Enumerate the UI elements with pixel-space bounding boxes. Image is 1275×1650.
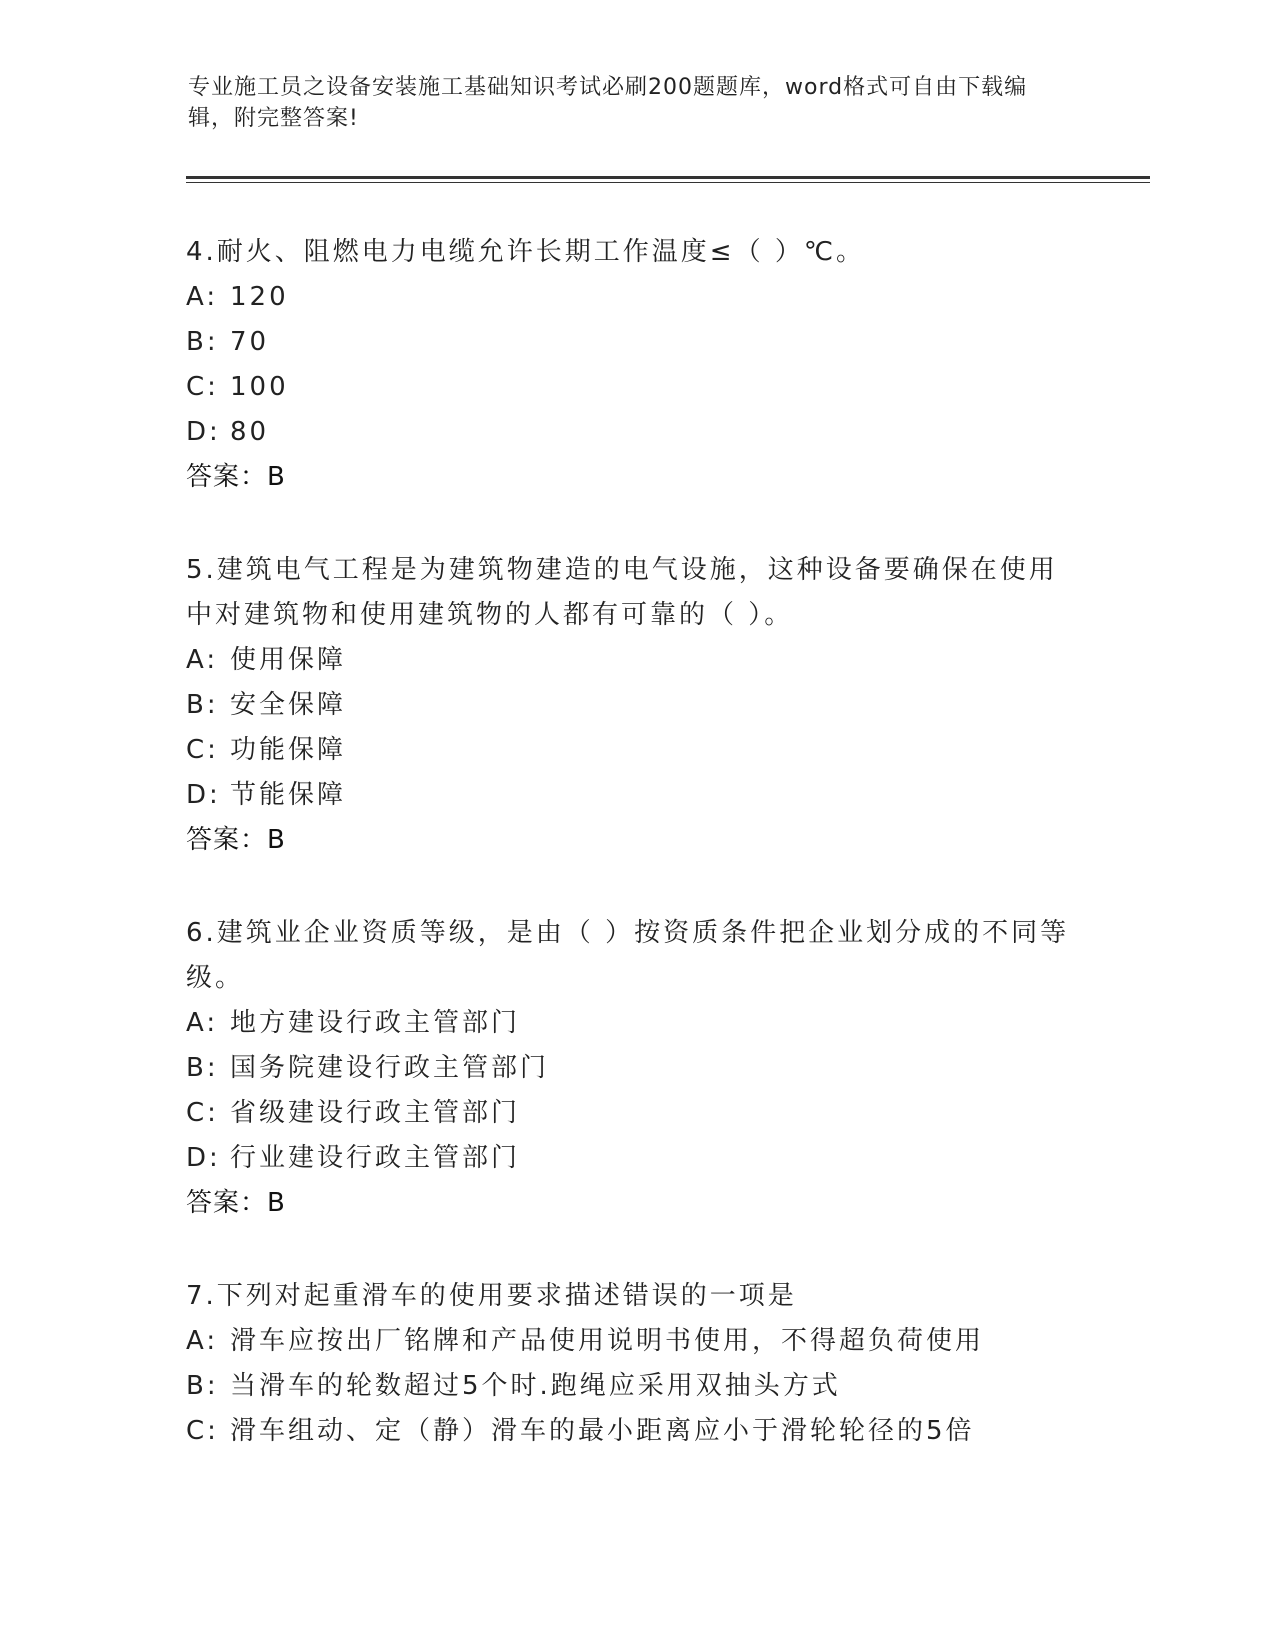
option-text: 当滑车的轮数超过5个时.跑绳应采用双抽头方式 xyxy=(230,1371,841,1401)
option-key: A: xyxy=(186,1008,219,1038)
option-a xyxy=(186,638,1086,683)
option-b xyxy=(186,683,1086,728)
question-stem: 5.建筑电气工程是为建筑物建造的电气设施，这种设备要确保在使用中对建筑物和使用建筑物的人都有可靠的（ ）。 xyxy=(186,555,1058,630)
option-text: 功能保障 xyxy=(230,735,347,765)
option-key: C: xyxy=(186,1416,219,1446)
option-key: B: xyxy=(186,1053,219,1083)
question-stem: 4.耐火、阻燃电力电缆允许长期工作温度≤（ ）℃。 xyxy=(186,237,866,267)
answer-line: 答案：B xyxy=(186,1188,286,1218)
answer-line: 答案：B xyxy=(186,462,286,492)
option-text: 70 xyxy=(230,327,270,357)
option-d xyxy=(186,1136,1086,1181)
question-7 xyxy=(186,1274,1086,1454)
option-text: 国务院建设行政主管部门 xyxy=(230,1053,550,1083)
option-a xyxy=(186,1319,1086,1364)
option-text: 滑车应按出厂铭牌和产品使用说明书使用，不得超负荷使用 xyxy=(230,1326,985,1356)
question-stem: 6.建筑业企业资质等级，是由（ ）按资质条件把企业划分成的不同等级。 xyxy=(186,918,1070,993)
option-text: 120 xyxy=(230,282,289,312)
option-key: D: xyxy=(186,1143,221,1173)
option-key: B: xyxy=(186,327,219,357)
question-5 xyxy=(186,548,1086,863)
option-key: C: xyxy=(186,372,219,402)
option-c xyxy=(186,1091,1086,1136)
option-text: 安全保障 xyxy=(230,690,347,720)
option-c xyxy=(186,1409,1086,1454)
option-key: A: xyxy=(186,1326,219,1356)
header-divider-thin xyxy=(186,182,1150,183)
question-list xyxy=(186,230,1086,1502)
option-text: 100 xyxy=(230,372,289,402)
option-d xyxy=(186,773,1086,818)
header-divider-thick xyxy=(186,176,1150,179)
option-text: 使用保障 xyxy=(230,645,347,675)
option-text: 行业建设行政主管部门 xyxy=(230,1143,521,1173)
option-a xyxy=(186,275,1086,320)
option-c xyxy=(186,365,1086,410)
option-text: 80 xyxy=(230,417,270,447)
option-b xyxy=(186,1364,1086,1409)
option-text: 省级建设行政主管部门 xyxy=(230,1098,521,1128)
option-a xyxy=(186,1001,1086,1046)
option-key: C: xyxy=(186,735,219,765)
option-b xyxy=(186,320,1086,365)
option-key: A: xyxy=(186,645,219,675)
option-text: 地方建设行政主管部门 xyxy=(230,1008,521,1038)
option-c xyxy=(186,728,1086,773)
option-key: C: xyxy=(186,1098,219,1128)
option-text: 滑车组动、定（静）滑车的最小距离应小于滑轮轮径的5倍 xyxy=(230,1416,975,1446)
option-key: D: xyxy=(186,417,221,447)
option-key: B: xyxy=(186,690,219,720)
option-d xyxy=(186,410,1086,455)
question-stem: 7.下列对起重滑车的使用要求描述错误的一项是 xyxy=(186,1281,797,1311)
option-b xyxy=(186,1046,1086,1091)
option-key: D: xyxy=(186,780,221,810)
option-key: B: xyxy=(186,1371,219,1401)
option-text: 节能保障 xyxy=(230,780,347,810)
question-4 xyxy=(186,230,1086,500)
option-key: A: xyxy=(186,282,219,312)
document-header-title: 专业施工员之设备安装施工基础知识考试必刷200题题库，word格式可自由下载编辑，附完整答案! xyxy=(188,75,1028,131)
question-6 xyxy=(186,911,1086,1226)
answer-line: 答案：B xyxy=(186,825,286,855)
